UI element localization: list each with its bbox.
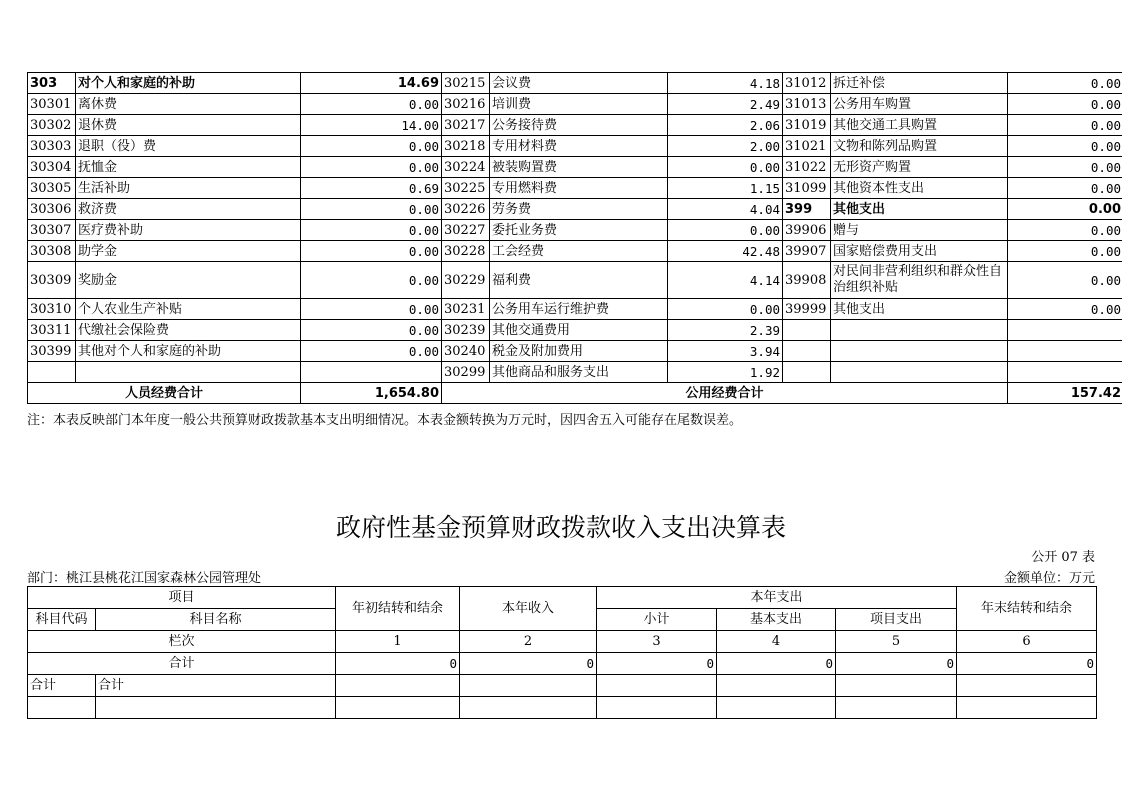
header-project: 项目 <box>28 587 336 609</box>
department-label: 部门：桃江县桃花江国家森林公园管理处 <box>27 571 262 586</box>
header-basic: 基本支出 <box>717 609 836 631</box>
item-name: 个人农业生产补贴 <box>76 299 301 320</box>
item-name: 退职（役）费 <box>76 136 301 157</box>
item-name: 专用燃料费 <box>490 178 668 199</box>
item-name: 公务用车运行维护费 <box>490 299 668 320</box>
item-code: 30308 <box>28 241 76 262</box>
column-number: 2 <box>460 631 597 653</box>
empty-cell <box>836 675 957 697</box>
total-value: 0 <box>717 653 836 675</box>
item-name: 其他交通工具购置 <box>831 115 1008 136</box>
item-amount: 4.14 <box>668 262 783 299</box>
total-value: 0 <box>957 653 1097 675</box>
header-start-balance: 年初结转和结余 <box>336 587 460 631</box>
item-amount: 0.00 <box>1008 115 1122 136</box>
item-name: 税金及附加费用 <box>490 341 668 362</box>
item-name: 对民间非营利组织和群众性自治组织补贴 <box>831 262 1008 299</box>
item-code: 31013 <box>783 94 831 115</box>
item-amount: 0.00 <box>1008 157 1122 178</box>
item-code: 30218 <box>442 136 490 157</box>
item-amount: 2.39 <box>668 320 783 341</box>
table-row <box>28 178 1122 199</box>
item-amount: 0.00 <box>1008 94 1122 115</box>
empty-cell <box>96 697 336 719</box>
table-row <box>28 341 1122 362</box>
item-amount: 2.06 <box>668 115 783 136</box>
item-amount: 0.00 <box>1008 136 1122 157</box>
item-name <box>831 320 1008 341</box>
fund-budget-table <box>27 586 1097 719</box>
header-row-1 <box>28 587 1097 609</box>
item-amount: 0.00 <box>1008 199 1122 220</box>
empty-cell <box>336 697 460 719</box>
item-code <box>783 341 831 362</box>
amount-unit-label: 金额单位：万元 <box>1003 571 1095 586</box>
table-row <box>28 320 1122 341</box>
column-number: 1 <box>336 631 460 653</box>
table-row <box>28 94 1122 115</box>
item-code: 30301 <box>28 94 76 115</box>
item-code: 31099 <box>783 178 831 199</box>
item-name: 专用材料费 <box>490 136 668 157</box>
item-amount: 0.00 <box>301 299 442 320</box>
column-number: 6 <box>957 631 1097 653</box>
header-end-balance: 年末结转和结余 <box>957 587 1097 631</box>
public-total-label: 公用经费合计 <box>442 383 1008 404</box>
item-amount: 0.00 <box>301 199 442 220</box>
column-number: 3 <box>597 631 717 653</box>
item-amount: 0.00 <box>1008 73 1122 94</box>
empty-cell <box>28 697 96 719</box>
item-name <box>831 341 1008 362</box>
personnel-total-label: 人员经费合计 <box>28 383 301 404</box>
table-row <box>28 697 1097 719</box>
item-code: 30305 <box>28 178 76 199</box>
item-name: 其他商品和服务支出 <box>490 362 668 383</box>
item-name: 国家赔偿费用支出 <box>831 241 1008 262</box>
header-income: 本年收入 <box>460 587 597 631</box>
item-amount: 0.00 <box>1008 220 1122 241</box>
item-name: 被装购置费 <box>490 157 668 178</box>
empty-cell <box>717 675 836 697</box>
item-amount <box>1008 362 1122 383</box>
column-number-row <box>28 631 1097 653</box>
item-code: 30309 <box>28 262 76 299</box>
item-name: 培训费 <box>490 94 668 115</box>
item-code <box>783 362 831 383</box>
table-row <box>28 241 1122 262</box>
item-code: 30231 <box>442 299 490 320</box>
item-name: 生活补助 <box>76 178 301 199</box>
item-amount: 2.00 <box>668 136 783 157</box>
item-amount: 4.18 <box>668 73 783 94</box>
item-amount: 0.69 <box>301 178 442 199</box>
basic-expense-detail-table <box>27 72 1122 404</box>
personnel-total-value: 1,654.80 <box>301 383 442 404</box>
item-name: 退休费 <box>76 115 301 136</box>
item-name: 其他支出 <box>831 199 1008 220</box>
item-name: 文物和陈列品购置 <box>831 136 1008 157</box>
empty-cell <box>460 697 597 719</box>
item-code: 30225 <box>442 178 490 199</box>
document-id: 公开 07 表 <box>1031 550 1095 565</box>
row-name: 合计 <box>96 675 336 697</box>
item-amount <box>301 362 442 383</box>
item-name: 劳务费 <box>490 199 668 220</box>
public-total-value: 157.42 <box>1008 383 1122 404</box>
item-code <box>28 362 76 383</box>
item-name: 公务用车购置 <box>831 94 1008 115</box>
total-value: 0 <box>460 653 597 675</box>
column-number-label: 栏次 <box>28 631 336 653</box>
item-amount: 0.00 <box>1008 299 1122 320</box>
table-row <box>28 199 1122 220</box>
item-amount: 0.00 <box>668 157 783 178</box>
total-label: 合计 <box>28 653 336 675</box>
totals-row <box>28 383 1122 404</box>
item-code: 30399 <box>28 341 76 362</box>
item-name: 工会经费 <box>490 241 668 262</box>
column-number: 4 <box>717 631 836 653</box>
item-name: 离休费 <box>76 94 301 115</box>
item-amount: 0.00 <box>301 136 442 157</box>
item-code: 30303 <box>28 136 76 157</box>
header-expense: 本年支出 <box>597 587 957 609</box>
item-name: 其他资本性支出 <box>831 178 1008 199</box>
item-code: 30217 <box>442 115 490 136</box>
table-row <box>28 157 1122 178</box>
item-code: 30302 <box>28 115 76 136</box>
row-code: 合计 <box>28 675 96 697</box>
item-amount: 2.49 <box>668 94 783 115</box>
item-name <box>831 362 1008 383</box>
empty-cell <box>460 675 597 697</box>
item-amount: 0.00 <box>301 262 442 299</box>
item-name: 奖励金 <box>76 262 301 299</box>
table-note: 注：本表反映部门本年度一般公共预算财政拨款基本支出明细情况。本表金额转换为万元时，因四舍五入可能存在尾数误差。 <box>27 413 743 428</box>
item-amount: 14.00 <box>301 115 442 136</box>
header-name: 科目名称 <box>96 609 336 631</box>
table-row <box>28 73 1122 94</box>
item-name: 对个人和家庭的补助 <box>76 73 301 94</box>
item-amount <box>1008 320 1122 341</box>
item-name <box>76 362 301 383</box>
table-row <box>28 362 1122 383</box>
item-name: 赠与 <box>831 220 1008 241</box>
item-name: 其他支出 <box>831 299 1008 320</box>
item-name: 福利费 <box>490 262 668 299</box>
item-name: 医疗费补助 <box>76 220 301 241</box>
empty-cell <box>336 675 460 697</box>
header-subtotal: 小计 <box>597 609 717 631</box>
item-amount: 4.04 <box>668 199 783 220</box>
item-code: 399 <box>783 199 831 220</box>
item-amount: 0.00 <box>668 220 783 241</box>
table-row <box>28 299 1122 320</box>
item-name: 抚恤金 <box>76 157 301 178</box>
item-amount: 1.15 <box>668 178 783 199</box>
item-code: 31022 <box>783 157 831 178</box>
header-code: 科目代码 <box>28 609 96 631</box>
item-name: 公务接待费 <box>490 115 668 136</box>
page-title: 政府性基金预算财政拨款收入支出决算表 <box>335 513 786 542</box>
item-name: 会议费 <box>490 73 668 94</box>
item-amount: 0.00 <box>301 157 442 178</box>
item-amount: 0.00 <box>1008 178 1122 199</box>
table-row <box>28 675 1097 697</box>
item-code: 30229 <box>442 262 490 299</box>
item-code <box>783 320 831 341</box>
total-value: 0 <box>336 653 460 675</box>
item-code: 39999 <box>783 299 831 320</box>
item-name: 拆迁补偿 <box>831 73 1008 94</box>
item-amount: 42.48 <box>668 241 783 262</box>
item-code: 30216 <box>442 94 490 115</box>
empty-cell <box>957 697 1097 719</box>
item-code: 30226 <box>442 199 490 220</box>
item-code: 39908 <box>783 262 831 299</box>
empty-cell <box>597 697 717 719</box>
empty-cell <box>957 675 1097 697</box>
item-amount: 0.00 <box>301 241 442 262</box>
empty-cell <box>597 675 717 697</box>
item-code: 31012 <box>783 73 831 94</box>
item-code: 30310 <box>28 299 76 320</box>
item-name: 委托业务费 <box>490 220 668 241</box>
item-code: 30239 <box>442 320 490 341</box>
item-name: 其他对个人和家庭的补助 <box>76 341 301 362</box>
item-amount: 14.69 <box>301 73 442 94</box>
item-code: 31019 <box>783 115 831 136</box>
item-name: 其他交通费用 <box>490 320 668 341</box>
column-number: 5 <box>836 631 957 653</box>
item-code: 31021 <box>783 136 831 157</box>
item-code: 30299 <box>442 362 490 383</box>
item-code: 30307 <box>28 220 76 241</box>
empty-cell <box>717 697 836 719</box>
item-code: 30228 <box>442 241 490 262</box>
item-code: 30224 <box>442 157 490 178</box>
item-amount: 0.00 <box>301 320 442 341</box>
item-code: 39906 <box>783 220 831 241</box>
table-row <box>28 220 1122 241</box>
item-code: 30227 <box>442 220 490 241</box>
empty-cell <box>836 697 957 719</box>
item-amount: 0.00 <box>301 94 442 115</box>
item-amount: 0.00 <box>1008 262 1122 299</box>
item-code: 30306 <box>28 199 76 220</box>
total-row <box>28 653 1097 675</box>
item-name: 无形资产购置 <box>831 157 1008 178</box>
item-code: 39907 <box>783 241 831 262</box>
total-value: 0 <box>597 653 717 675</box>
table-row <box>28 136 1122 157</box>
item-amount: 0.00 <box>668 299 783 320</box>
item-amount: 0.00 <box>301 220 442 241</box>
item-code: 303 <box>28 73 76 94</box>
item-name: 助学金 <box>76 241 301 262</box>
item-code: 30304 <box>28 157 76 178</box>
item-amount: 0.00 <box>1008 241 1122 262</box>
header-project-expense: 项目支出 <box>836 609 957 631</box>
total-value: 0 <box>836 653 957 675</box>
table-row <box>28 262 1122 299</box>
item-code: 30215 <box>442 73 490 94</box>
item-amount <box>1008 341 1122 362</box>
item-amount: 1.92 <box>668 362 783 383</box>
item-code: 30240 <box>442 341 490 362</box>
item-name: 救济费 <box>76 199 301 220</box>
item-code: 30311 <box>28 320 76 341</box>
item-amount: 0.00 <box>301 341 442 362</box>
item-name: 代缴社会保险费 <box>76 320 301 341</box>
item-amount: 3.94 <box>668 341 783 362</box>
table-row <box>28 115 1122 136</box>
